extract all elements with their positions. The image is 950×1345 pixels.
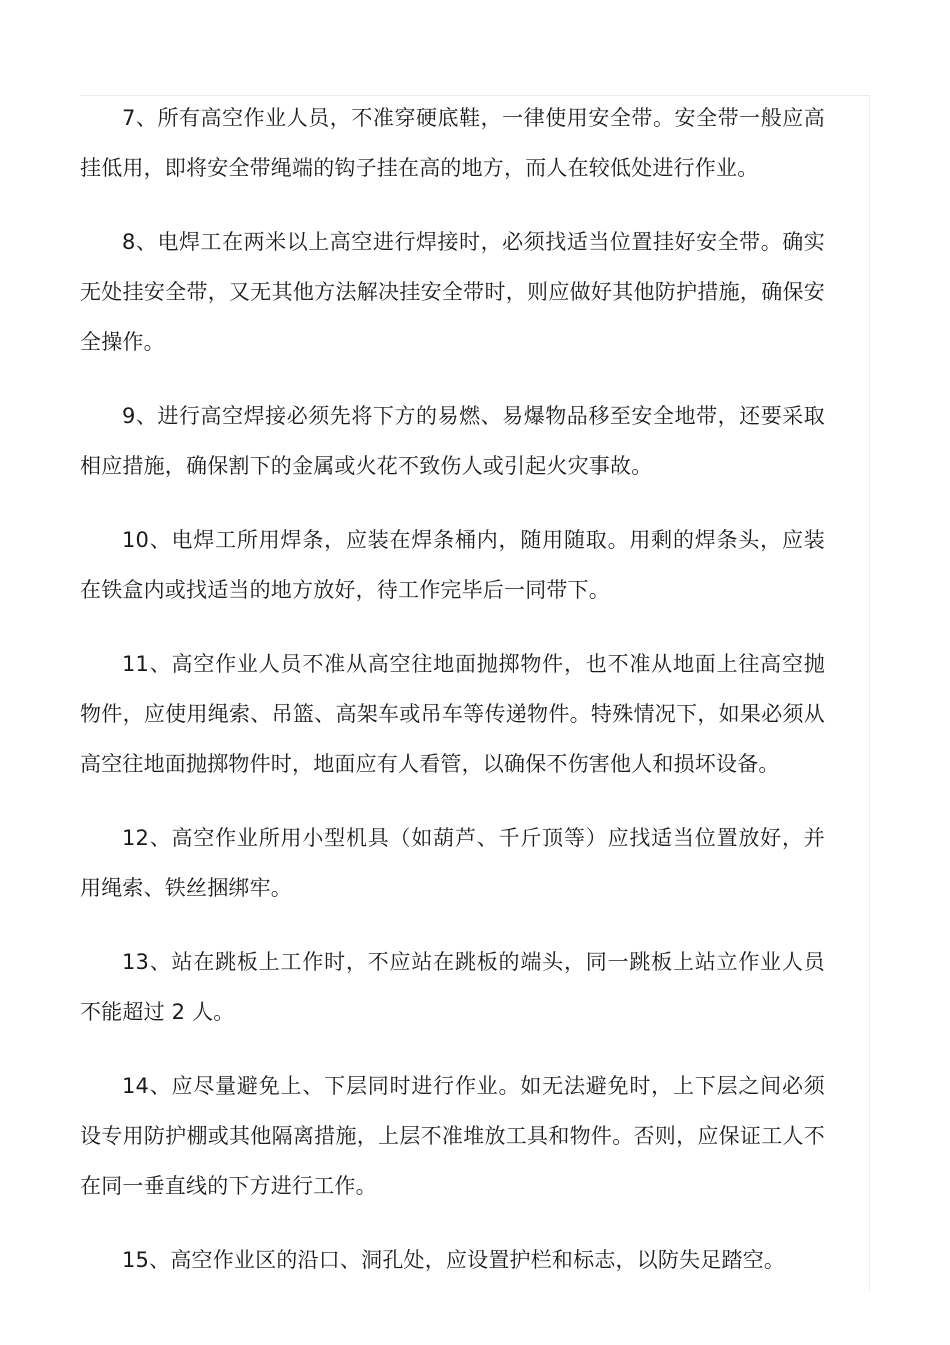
document-body bbox=[80, 93, 825, 1309]
rule-paragraph-12: 12、高空作业所用小型机具（如葫芦、千斤顶等）应找适当位置放好，并用绳索、铁丝捆绑牢。 bbox=[80, 826, 825, 900]
page-border-right bbox=[869, 95, 870, 1290]
rule-paragraph-8: 8、电焊工在两米以上高空进行焊接时，必须找适当位置挂好安全带。确实无处挂安全带，又无其他方法解决挂安全带时，则应做好其他防护措施，确保安全操作。 bbox=[80, 230, 825, 354]
rule-paragraph-9: 9、进行高空焊接必须先将下方的易燃、易爆物品移至安全地带，还要采取相应措施，确保割下的金属或火花不致伤人或引起火灾事故。 bbox=[80, 404, 825, 478]
rule-paragraph-14: 14、应尽量避免上、下层同时进行作业。如无法避免时，上下层之间必须设专用防护棚或其他隔离措施，上层不准堆放工具和物件。否则，应保证工人不在同一垂直线的下方进行工作。 bbox=[80, 1074, 825, 1198]
rule-paragraph-13: 13、站在跳板上工作时，不应站在跳板的端头，同一跳板上站立作业人员不能超过 2 人。 bbox=[80, 950, 825, 1024]
rule-paragraph-15: 15、高空作业区的沿口、洞孔处，应设置护栏和标志，以防失足踏空。 bbox=[122, 1248, 786, 1272]
rule-paragraph-10: 10、电焊工所用焊条，应装在焊条桶内，随用随取。用剩的焊条头，应装在铁盒内或找适当的地方放好，待工作完毕后一同带下。 bbox=[80, 528, 825, 602]
rule-paragraph-11: 11、高空作业人员不准从高空往地面抛掷物件，也不准从地面上往高空抛物件，应使用绳索、吊篮、高架车或吊车等传递物件。特殊情况下，如果必须从高空往地面抛掷物件时，地面应有人看管，以确保不伤害他人和损坏设备。 bbox=[80, 652, 825, 776]
rule-paragraph-7: 7、所有高空作业人员，不准穿硬底鞋，一律使用安全带。安全带一般应高挂低用，即将安全带绳端的钩子挂在高的地方，而人在较低处进行作业。 bbox=[80, 106, 825, 180]
